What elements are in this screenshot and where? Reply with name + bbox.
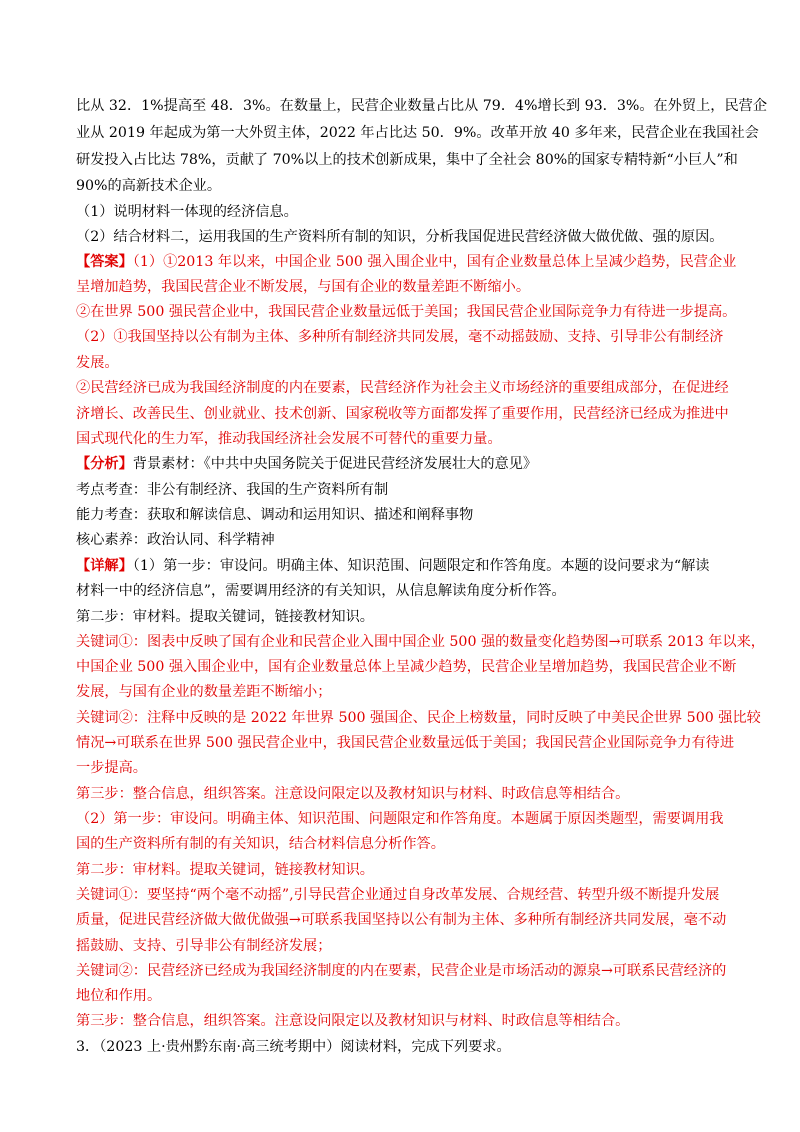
analysis-line: 能力考查：获取和解读信息、调动和运用知识、描述和阐释事物 <box>76 507 474 523</box>
analysis-line: 【分析】背景素材：《中共中央国务院关于促进民营经济发展壮大的意见》 <box>76 456 538 472</box>
answer-line: ②在世界 500 强民营企业中，我国民营企业数量远低于美国；我国民营企业国际竞争力有待进一步提高。 <box>76 304 737 320</box>
answer-line: （2）①我国坚持以公有制为主体、多种所有制经济共同发展，毫不动摇鼓励、支持、引导非公有制经济 <box>76 329 724 345</box>
answer-line: 国式现代化的生力军，推动我国经济社会发展不可替代的重要力量。 <box>76 431 502 447</box>
detail-line: 质量，促进民营经济做大做优做强→可联系我国坚持以公有制为主体、多种所有制经济共同发展，毫不动 <box>76 912 727 928</box>
detail-line: 第三步：整合信息，组织答案。注意设问限定以及教材知识与材料、时政信息等相结合。 <box>76 1013 630 1029</box>
answer-line: 呈增加趋势，我国民营企业不断发展，与国有企业的数量差距不断缩小。 <box>76 279 531 295</box>
detail-line: 地位和作用。 <box>76 988 162 1004</box>
detail-line: 第二步：审材料。提取关键词，链接教材知识。 <box>76 609 374 625</box>
detail-line: 第二步：审材料。提取关键词，链接教材知识。 <box>76 862 374 878</box>
text-line: 研发投入占比达 78%，贡献了 70%以上的技术创新成果，集中了全社会 80%的国家专精特新“小巨人”和 <box>76 152 738 168</box>
detail-line: 关键词①：图表中反映了国有企业和民营企业入围中国企业 500 强的数量变化趋势图→可联系 2013 年以来， <box>76 634 765 650</box>
detail-line: 材料一中的经济信息”，需要调用经济的有关知识，从信息解读角度分析作答。 <box>76 583 566 599</box>
answer-tag: 【答案】 <box>76 254 133 270</box>
analysis-line: 考点考查：非公有制经济、我国的生产资料所有制 <box>76 482 389 498</box>
text-line: 业从 2019 年起成为第一大外贸主体，2022 年占比达 50．9%。改革开放 40 多年来，民营企业在我国社会 <box>76 125 759 141</box>
detail-line: 【详解】（1）第一步：审设问。明确主体、知识范围、问题限定和作答角度。本题的设问要求为“解读 <box>76 558 710 574</box>
detail-line: 关键词②：注释中反映的是 2022 年世界 500 强国企、民企上榜数量，同时反映了中美民企世界 500 强比较 <box>76 710 761 726</box>
detail-line: 一步提高。 <box>76 760 147 776</box>
detail-line: 关键词②：民营经济已经成为我国经济制度的内在要素，民营企业是市场活动的源泉→可联系民营经济的 <box>76 963 727 979</box>
detail-line: 情况→可联系在世界 500 强民营企业中，我国民营企业数量远低于美国；我国民营企业国际竞争力有待进 <box>76 735 735 751</box>
detail-line: 第三步：整合信息，组织答案。注意设问限定以及教材知识与材料、时政信息等相结合。 <box>76 786 630 802</box>
detail-tag: 【详解】 <box>76 558 133 574</box>
text-line: 90%的高新技术企业。 <box>76 178 222 194</box>
question-1: （1）说明材料一体现的经济信息。 <box>76 204 298 220</box>
question-2: （2）结合材料二，运用我国的生产资料所有制的知识，分析我国促进民营经济做大做优做、强的原因。 <box>76 229 724 245</box>
answer-line: 发展。 <box>76 355 119 371</box>
question-3-heading: 3．（2023 上·贵州黔东南·高三统考期中）阅读材料，完成下列要求。 <box>76 1039 511 1055</box>
detail-line: 摇鼓励、支持、引导非公有制经济发展； <box>76 938 332 954</box>
detail-line: 关键词①：要坚持“两个毫不动摇”,引导民营企业通过自身改革发展、合规经营、转型升级不断提升发展 <box>76 887 720 903</box>
detail-line: 国的生产资料所有制的有关知识，结合材料信息分析作答。 <box>76 836 445 852</box>
detail-line: （2）第一步：审设问。明确主体、知识范围、问题限定和作答角度。本题属于原因类题型，需要调用我 <box>76 811 724 827</box>
text-line: 比从 32．1%提高至 48．3%。在数量上，民营企业数量占比从 79．4%增长到 93．3%。在外贸上，民营企 <box>76 98 768 114</box>
answer-line: 【答案】（1）①2013 年以来，中国企业 500 强入围企业中，国有企业数量总体上呈减少趋势，民营企业 <box>76 254 737 270</box>
analysis-line: 核心素养：政治认同、科学精神 <box>76 532 275 548</box>
detail-line: 发展，与国有企业的数量差距不断缩小； <box>76 684 332 700</box>
answer-line: 济增长、改善民生、创业就业、技术创新、国家税收等方面都发挥了重要作用，民营经济已经成为推进中 <box>76 406 729 422</box>
analysis-tag: 【分析】 <box>76 456 133 472</box>
detail-line: 中国企业 500 强入围企业中，国有企业数量总体上呈减少趋势，民营企业呈增加趋势，我国民营企业不断 <box>76 659 737 675</box>
answer-line: ②民营经济已成为我国经济制度的内在要素，民营经济作为社会主义市场经济的重要组成部分，在促进经 <box>76 380 729 396</box>
